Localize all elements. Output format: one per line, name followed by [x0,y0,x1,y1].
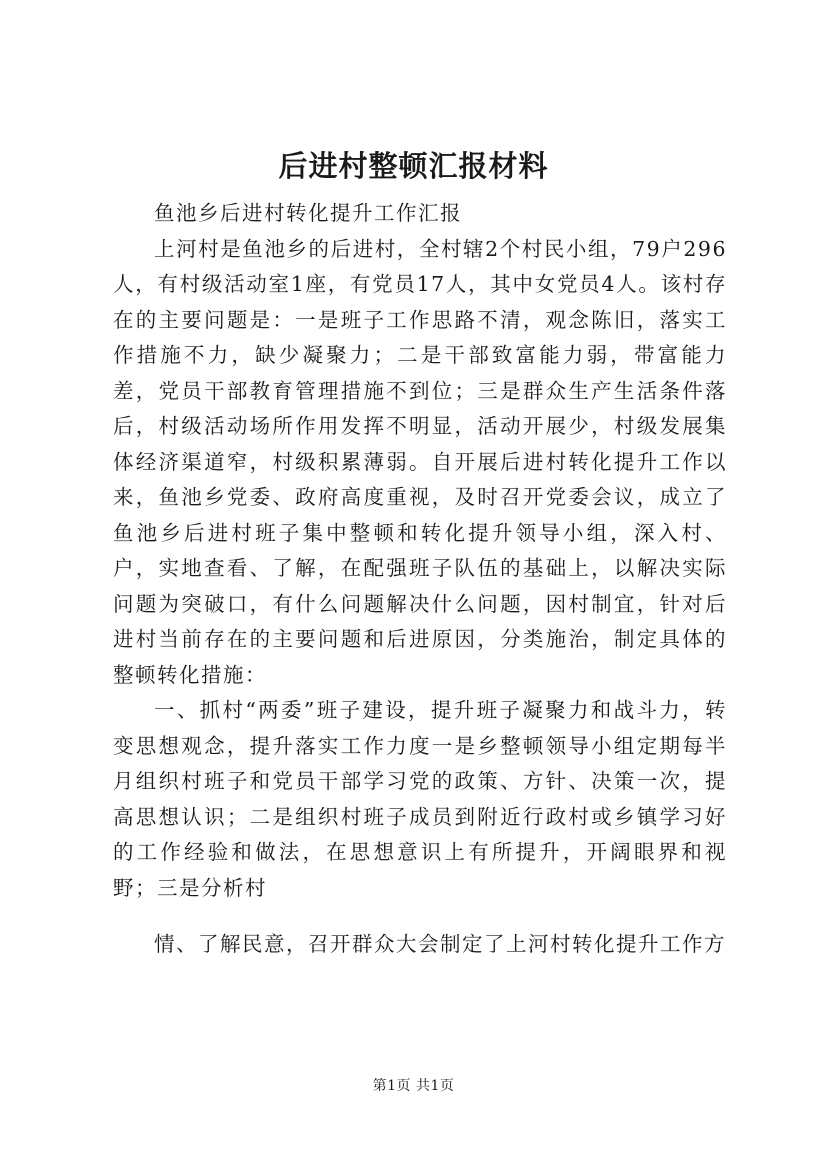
body-paragraph: 一、抓村“两委”班子建设，提升班子凝聚力和战斗力，转变思想观念，提升落实工作力度一是乡整顿领导小组定期每半月组织村班子和党员干部学习党的政策、方针、决策一次，提高思想认识；二是组织村班子成员到附近行政村或乡镇学习好的工作经验和做法，在思想意识上有所提升，开阔眼界和视野；三是分析村 [113,698,727,900]
body-paragraph: 上河村是鱼池乡的后进村，全村辖2个村民小组，79户296人，有村级活动室1座，有党员17人，其中女党员4人。该村存在的主要问题是：一是班子工作思路不清，观念陈旧，落实工作措施不力，缺少凝聚力；二是干部致富能力弱，带富能力差，党员干部教育管理措施不到位；三是群众生产生活条件落后，村级活动场所作用发挥不明显，活动开展少，村级发展集体经济渠道窄，村级积累薄弱。自开展后进村转化提升工作以来，鱼池乡党委、政府高度重视，及时召开党委会议，成立了鱼池乡后进村班子集中整顿和转化提升领导小组，深入村、户，实地查看、了解，在配强班子队伍的基础上，以解决实际问题为突破口，有什么问题解决什么问题，因村制宜，针对后进村当前存在的主要问题和后进原因，分类施治，制定具体的整顿转化措施： [113,236,727,687]
subtitle-paragraph: 鱼池乡后进村转化提升工作汇报 [154,201,462,225]
document-title: 后进村整顿汇报材料 [278,149,549,183]
page-indicator: 第1页 共1页 [372,1078,455,1094]
document-body [113,196,727,963]
body-paragraph: 情、了解民意，召开群众大会制定了上河村转化提升工作方 [154,932,726,956]
